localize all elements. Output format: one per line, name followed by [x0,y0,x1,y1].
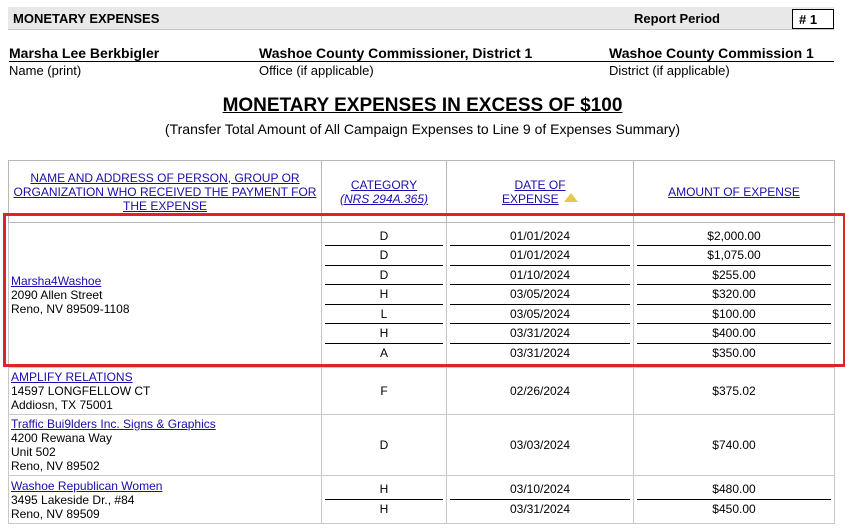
column-header-date [447,161,634,223]
payee-address-line: 2090 Allen Street [11,288,103,302]
sort-ascending-icon[interactable] [564,193,578,202]
payee-address-line: Reno, NV 89509-1108 [11,302,130,316]
amount-value: $255.00 [637,266,831,286]
amount-cell [634,223,835,368]
office-label: Office (if applicable) [259,63,374,78]
date-cell [447,223,634,368]
payee-link[interactable]: Traffic Bui9lders Inc. Signs & Graphics [11,417,216,431]
date-value: 03/10/2024 [450,480,630,500]
date-cell [447,476,634,524]
section-heading: MONETARY EXPENSES IN EXCESS OF $100 [222,95,623,116]
date-value: 03/05/2024 [450,305,630,325]
district-block [609,45,814,78]
amount-value: $2,000.00 [637,227,831,247]
date-cell: 02/26/2024 [447,368,634,415]
sort-by-amount-link[interactable]: AMOUNT OF EXPENSE [668,184,800,199]
date-value: 03/31/2024 [509,501,571,516]
candidate-info [9,45,834,77]
payee-address-line: Unit 502 [11,445,56,459]
payee-link[interactable]: Marsha4Washoe [11,274,102,288]
district-label: District (if applicable) [609,63,730,78]
category-value: L [325,305,443,325]
expenses-table [8,160,835,524]
category-value: D [325,266,443,286]
candidate-name-block [9,45,159,78]
column-header-name [9,161,322,223]
payee-address-line: 3495 Lakeside Dr., #84 [11,492,135,507]
category-value: H [379,501,389,516]
payee-address-line: Reno, NV 89502 [11,459,100,473]
category-cell [322,223,447,368]
date-value: 01/01/2024 [450,227,630,247]
payee-link[interactable]: AMPLIFY RELATIONS [11,370,133,384]
category-value: D [325,246,443,266]
office-value: Washoe County Commissioner, District 1 [259,45,533,61]
category-cell: D [322,415,447,476]
column-header-category [322,161,447,223]
date-value: 03/31/2024 [509,345,571,360]
payee-cell [9,368,322,415]
date-cell: 03/03/2024 [447,415,634,476]
amount-value: $480.00 [637,480,831,500]
payee-cell [9,415,322,476]
table-row [9,415,835,476]
payee-link[interactable]: Washoe Republican Women [11,478,163,493]
candidate-name-label: Name (print) [9,63,82,78]
category-value: H [325,285,443,305]
sort-by-name-link[interactable]: NAME AND ADDRESS OF PERSON, GROUP OR ORGANIZATION WHO RECEIVED THE PAYMENT FOR THE EXPENSE [13,170,317,213]
category-cell: F [322,368,447,415]
candidate-name: Marsha Lee Berkbigler [9,45,160,61]
date-header-line1: DATE OF [514,177,566,192]
date-value: 01/10/2024 [450,266,630,286]
payee-cell [9,223,322,368]
column-header-amount [634,161,835,223]
sort-by-category-link[interactable] [340,178,428,206]
sort-by-date-link[interactable] [502,178,566,206]
amount-value: $100.00 [637,305,831,325]
district-value: Washoe County Commission 1 [609,45,814,61]
category-value: H [325,480,443,500]
category-statute-text: (NRS 294A.365) [339,191,429,206]
report-number-box: # 1 [792,9,834,29]
category-value: A [379,345,388,360]
report-period-label: Report Period [634,11,720,26]
amount-cell [634,476,835,524]
date-header-line2: EXPENSE [501,191,559,206]
table-header-row [9,161,835,223]
table-row [9,476,835,524]
table-row [9,368,835,415]
category-value: H [325,324,443,344]
category-value: D [325,227,443,247]
table-row [9,223,835,368]
date-value: 03/05/2024 [450,285,630,305]
category-cell [322,476,447,524]
amount-value: $350.00 [712,345,756,360]
amount-value: $320.00 [637,285,831,305]
amount-cell: $740.00 [634,415,835,476]
category-header-text: CATEGORY [350,177,418,192]
office-block [259,45,532,78]
date-value: 01/01/2024 [450,246,630,266]
payee-address-line: 4200 Rewana Way [11,431,112,445]
payee-address-line: 14597 LONGFELLOW CT [11,384,151,398]
payee-address-line: Reno, NV 89509 [11,506,100,521]
section-subheading: (Transfer Total Amount of All Campaign Expenses to Line 9 of Expenses Summary) [164,121,681,137]
form-title: MONETARY EXPENSES [13,11,160,26]
payee-cell [9,476,322,524]
date-value: 03/31/2024 [450,324,630,344]
amount-value: $450.00 [712,501,756,516]
amount-value: $400.00 [637,324,831,344]
amount-cell: $375.02 [634,368,835,415]
report-header-bar [8,7,834,30]
amount-value: $1,075.00 [637,246,831,266]
payee-address-line: Addiosn, TX 75001 [11,398,113,412]
